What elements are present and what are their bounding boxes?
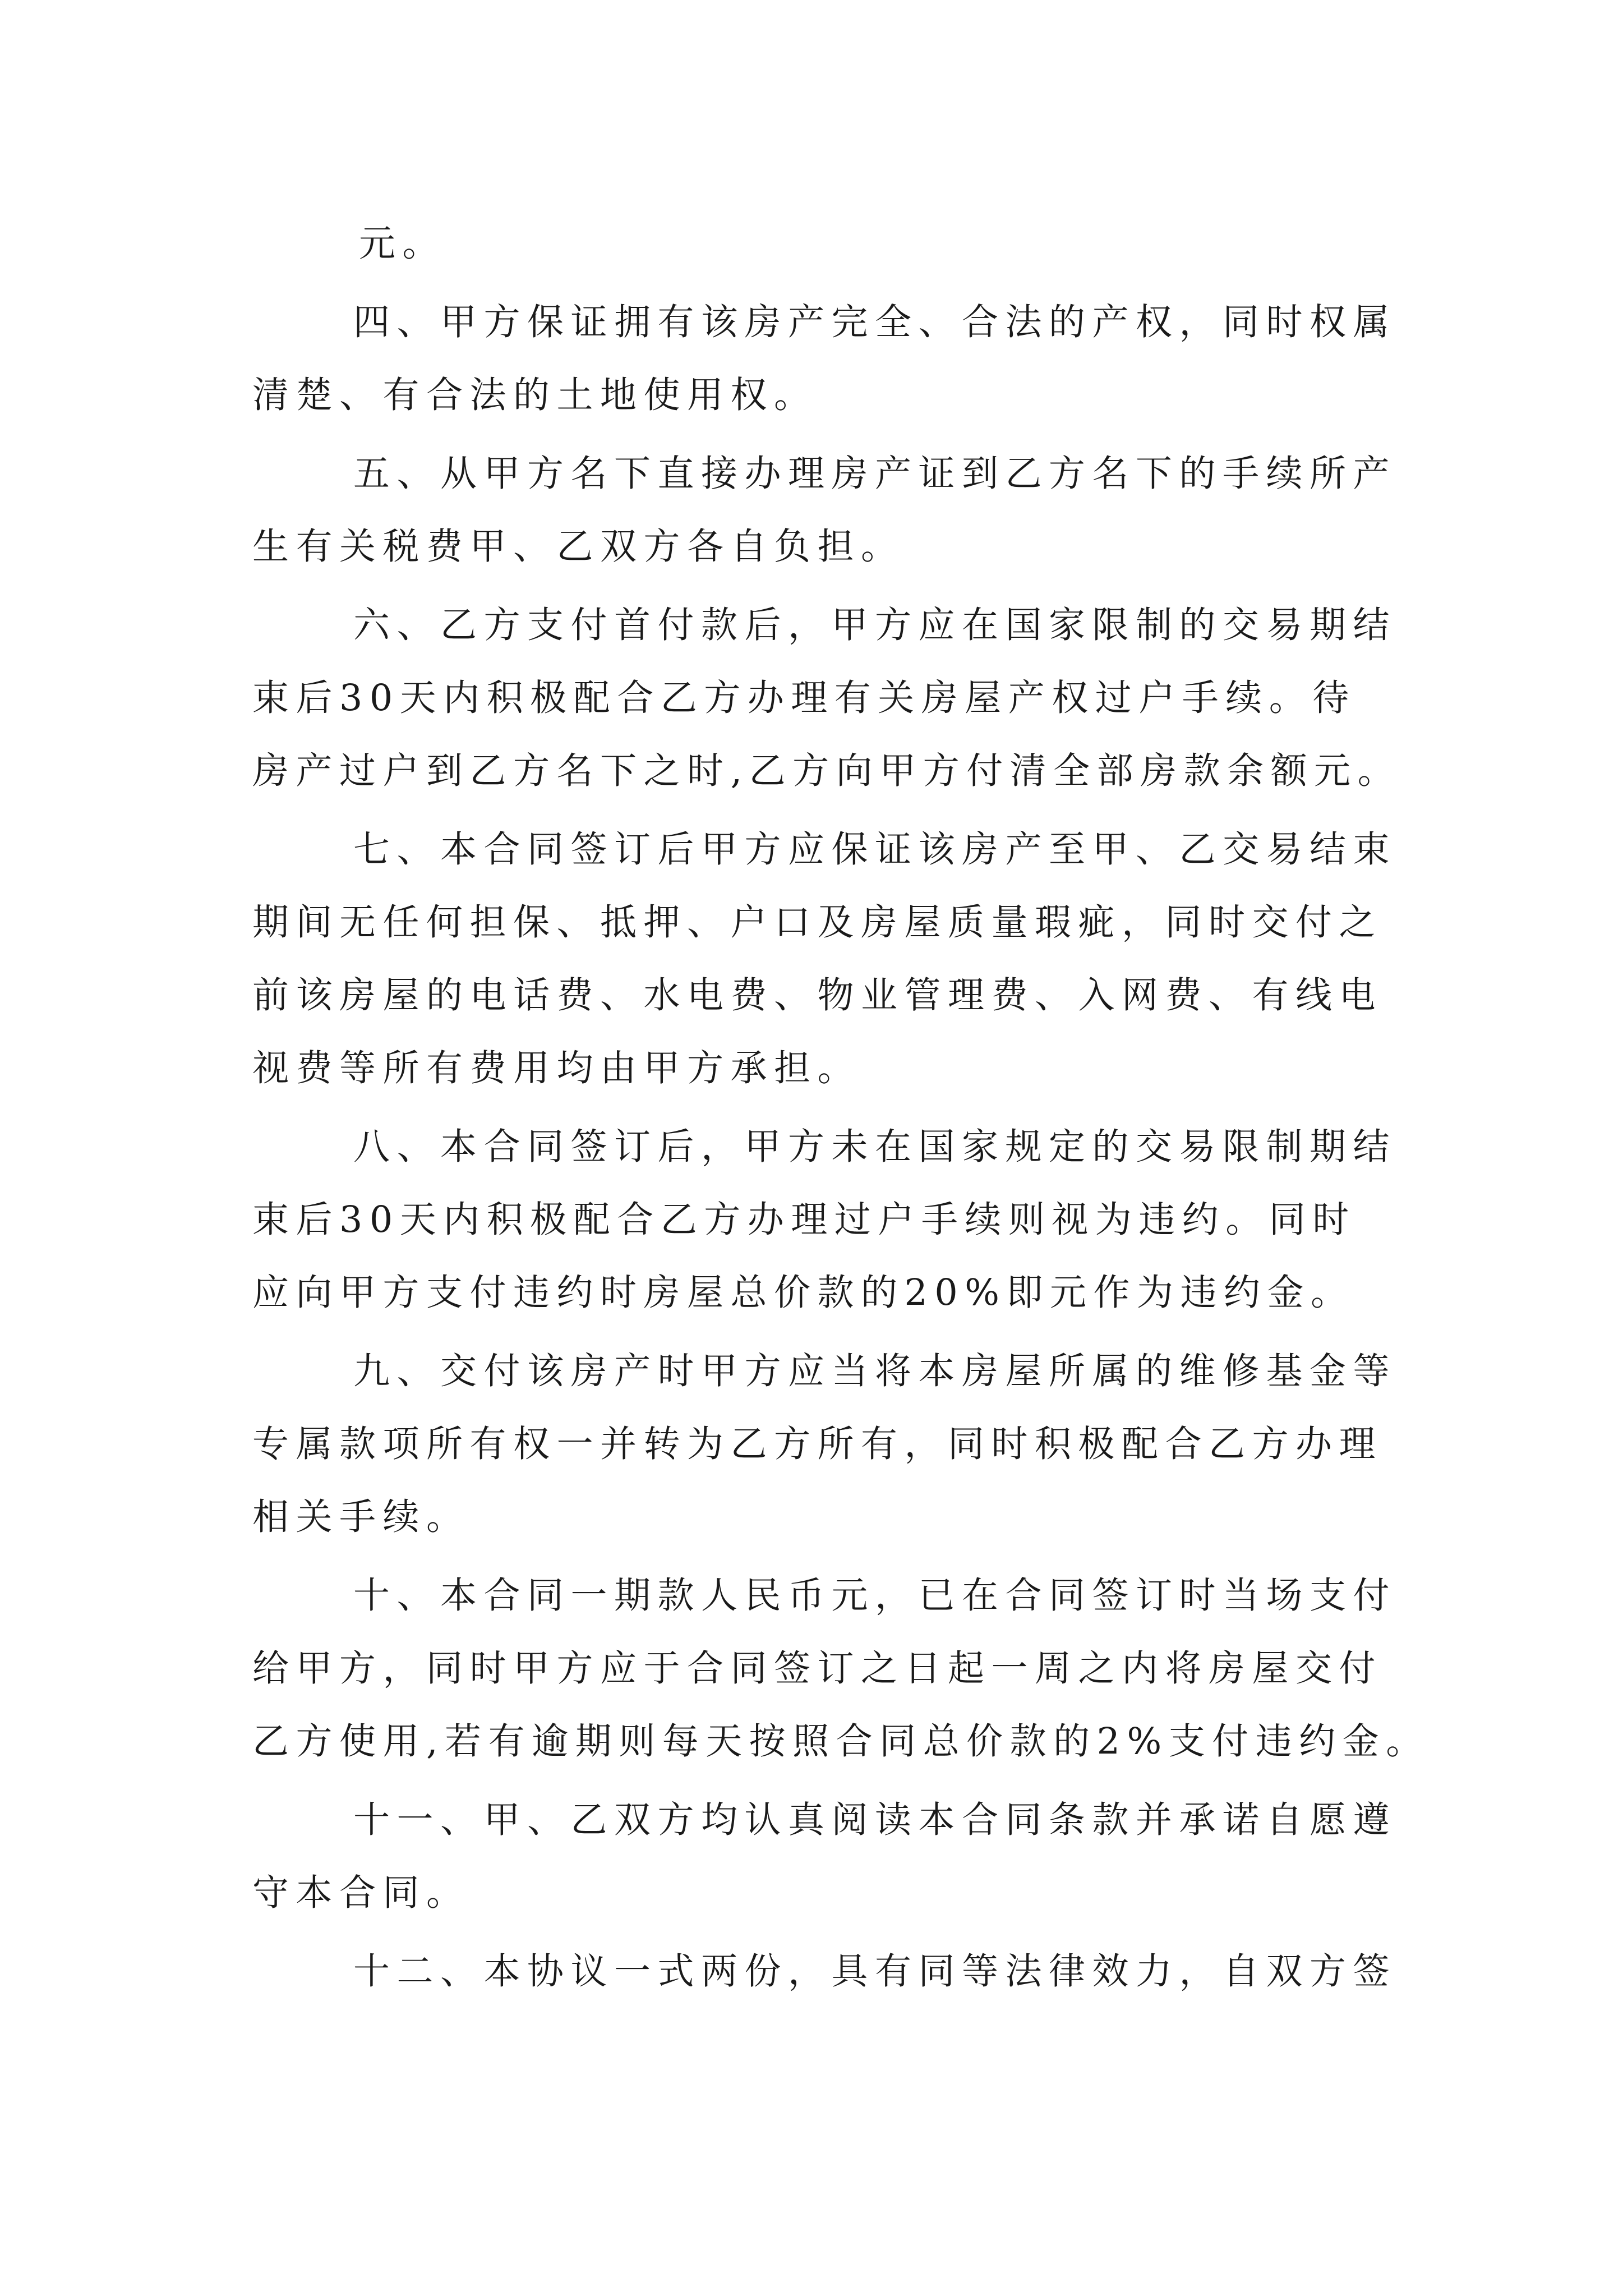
text-line-3: 清楚、有合法的土地使用权。	[252, 374, 818, 416]
text-line-12: 视费等所有费用均由甲方承担。	[252, 1047, 861, 1089]
text-line-7: 束后30天内积极配合乙方办理有关房屋产权过户手续。待	[252, 677, 1356, 719]
text-line-9: 七、本合同签订后甲方应保证该房产至甲、乙交易结束	[353, 829, 1397, 871]
text-line-23: 守本合同。	[252, 1872, 470, 1914]
text-line-21: 乙方使用,若有逾期则每天按照合同总价款的2%支付违约金。	[252, 1720, 1430, 1763]
text-line-17: 专属款项所有权一并转为乙方所有，同时积极配合乙方办理	[252, 1423, 1383, 1465]
text-line-20: 给甲方，同时甲方应于合同签订之日起一周之内将房屋交付	[252, 1648, 1383, 1690]
text-line-13: 八、本合同签订后，甲方未在国家规定的交易限制期结	[353, 1126, 1397, 1168]
text-line-5: 生有关税费甲、乙双方各自负担。	[252, 526, 905, 568]
text-line-10: 期间无任何担保、抵押、户口及房屋质量瑕疵，同时交付之	[252, 901, 1383, 944]
text-line-1: 元。	[359, 223, 446, 265]
text-line-15: 应向甲方支付违约时房屋总价款的20%即元作为违约金。	[252, 1272, 1354, 1314]
text-line-19: 十、本合同一期款人民币元，已在合同签订时当场支付	[353, 1575, 1397, 1617]
text-line-22: 十一、甲、乙双方均认真阅读本合同条款并承诺自愿遵	[353, 1799, 1397, 1841]
text-line-16: 九、交付该房产时甲方应当将本房屋所属的维修基金等	[353, 1350, 1397, 1392]
text-line-14: 束后30天内积极配合乙方办理过户手续则视为违约。同时	[252, 1199, 1356, 1241]
text-line-24: 十二、本协议一式两份，具有同等法律效力，自双方签	[353, 1950, 1397, 1993]
text-line-18: 相关手续。	[252, 1496, 470, 1538]
text-line-6: 六、乙方支付首付款后，甲方应在国家限制的交易期结	[353, 604, 1397, 646]
text-line-8: 房产过户到乙方名下之时,乙方向甲方付清全部房款余额元。	[252, 750, 1401, 792]
text-line-2: 四、甲方保证拥有该房产完全、合法的产权，同时权属	[353, 301, 1397, 343]
text-line-4: 五、从甲方名下直接办理房产证到乙方名下的手续所产	[353, 453, 1397, 495]
text-line-11: 前该房屋的电话费、水电费、物业管理费、入网费、有线电	[252, 974, 1383, 1016]
